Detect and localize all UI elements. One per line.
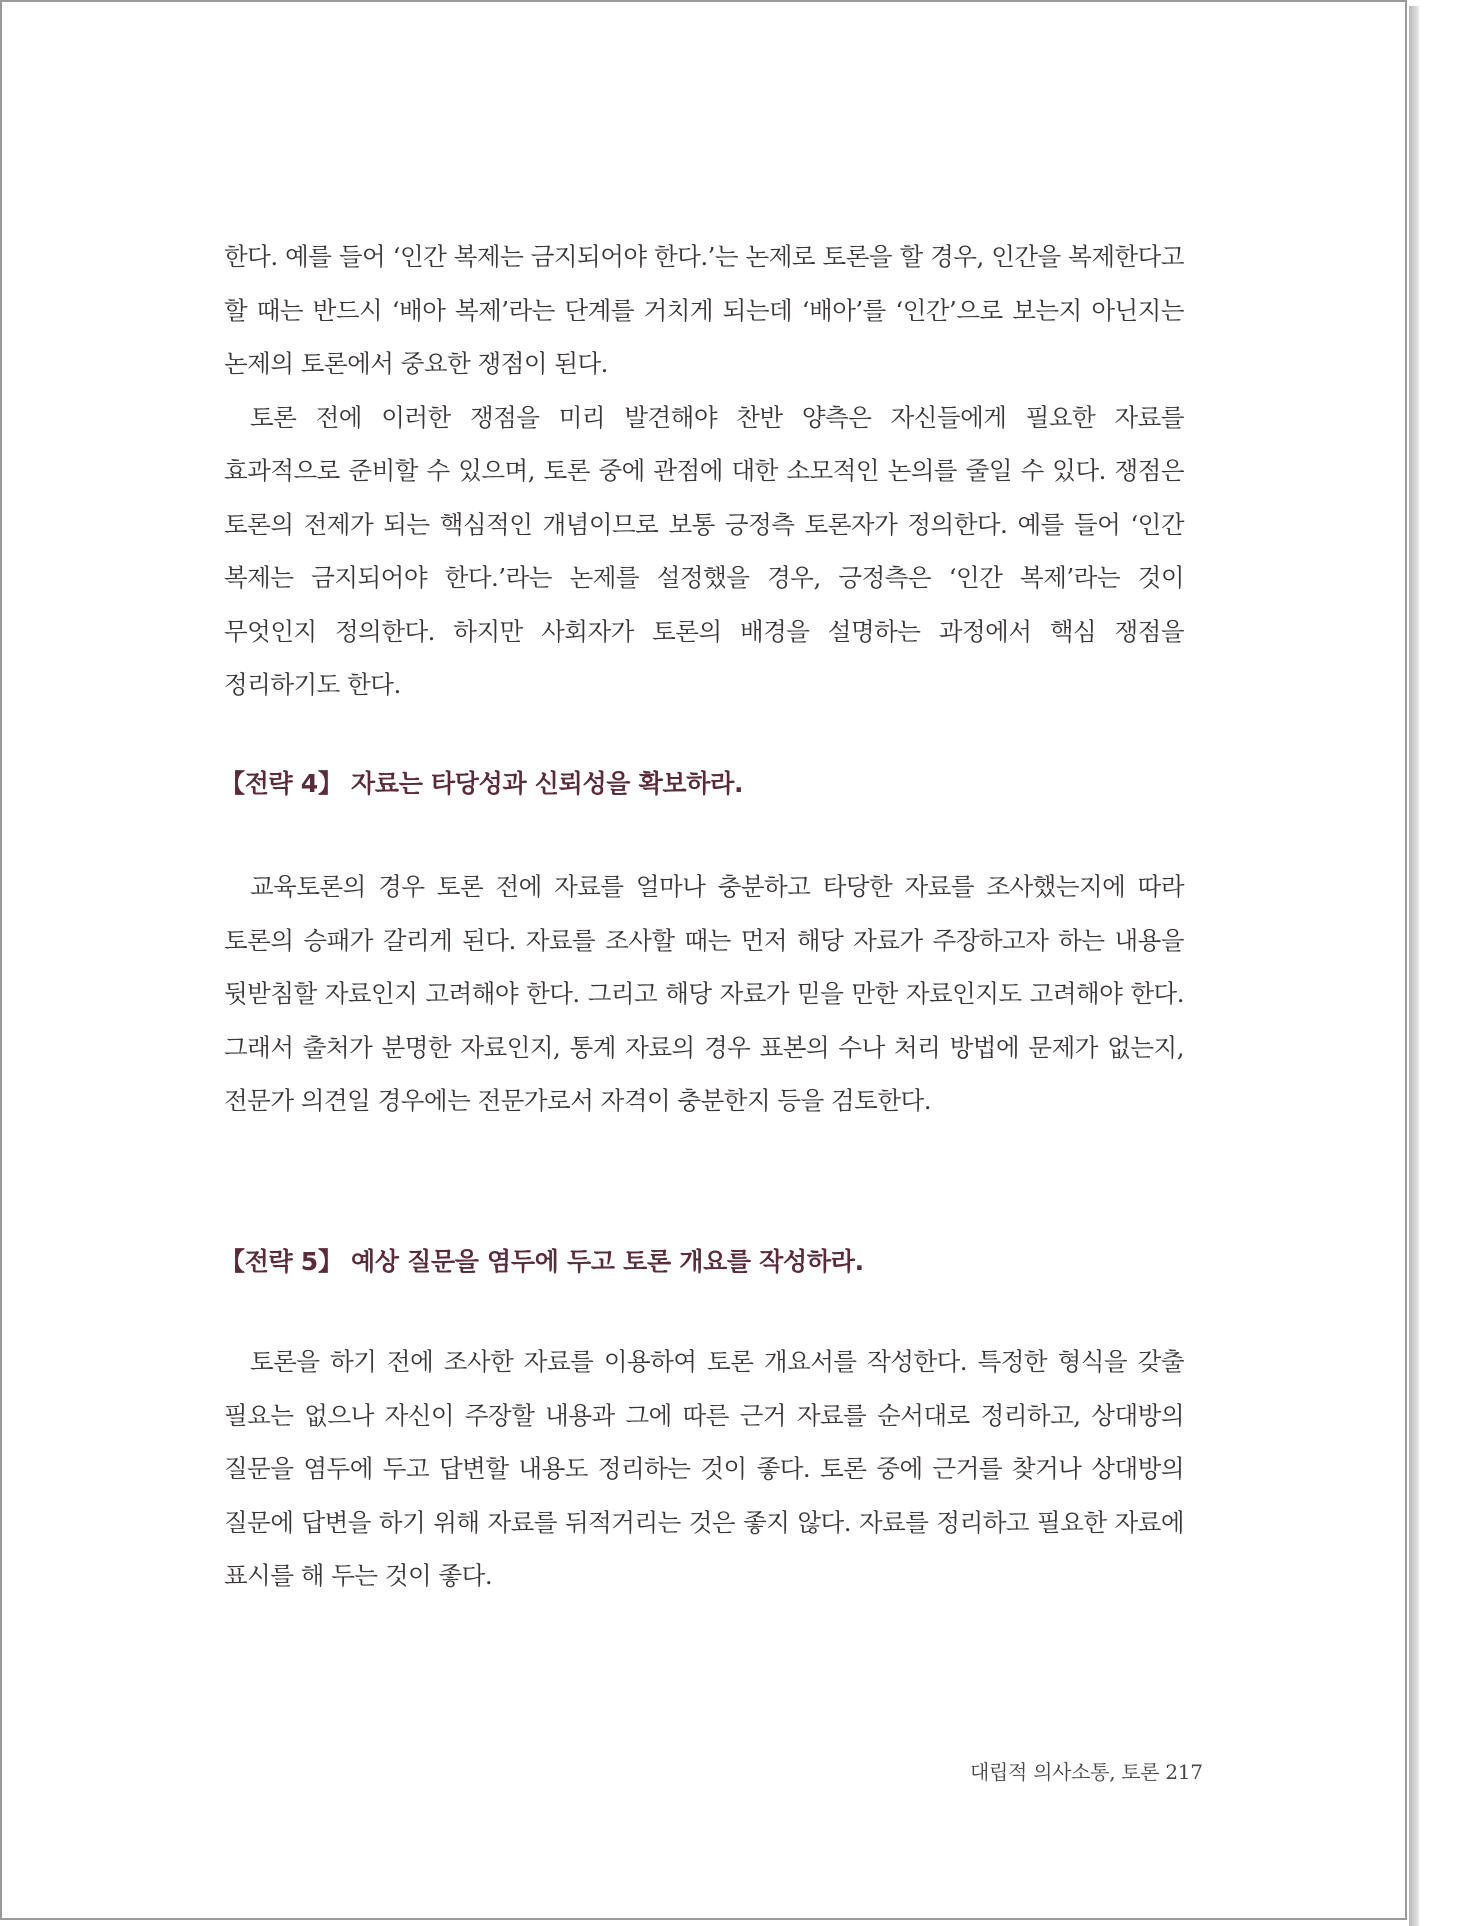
page-number: 217: [1165, 1760, 1203, 1784]
page-edge-shadow: [1409, 6, 1419, 1926]
strategy-4-body: [224, 860, 1184, 1128]
paragraph-data-validity: 교육토론의 경우 토론 전에 자료를 얼마나 충분하고 타당한 자료를 조사했는지에 따라 토론의 승패가 갈리게 된다. 자료를 조사할 때는 먼저 해당 자료가 주장하고자 하는 내용을 뒷받침할 자료인지 고려해야 한다. 그리고 해당 자료가 믿을 만한 자료인지도 고려해야 한다. 그래서 출처가 분명한 자료인지, 통계 자료의 경우 표본의 수나 처리 방법에 문제가 없는지, 전문가 의견일 경우에는 전문가로서 자격이 충분한지 등을 검토한다.: [224, 872, 1184, 1115]
page-footer: [970, 1756, 1203, 1785]
intro-paragraphs: [224, 230, 1184, 712]
paragraph-issue-discovery: 토론 전에 이러한 쟁점을 미리 발견해야 찬반 양측은 자신들에게 필요한 자료를 효과적으로 준비할 수 있으며, 토론 중에 관점에 대한 소모적인 논의를 줄일 수 있다. 쟁점은 토론의 전제가 되는 핵심적인 개념이므로 보통 긍정측 토론자가 정의한다. 예를 들어 ‘인간 복제는 금지되어야 한다.’라는 논제를 설정했을 경우, 긍정측은 ‘인간 복제’라는 것이 무엇인지 정의한다. 하지만 사회자가 토론의 배경을 설명하는 과정에서 핵심 쟁점을 정리하기도 한다.: [224, 402, 1184, 699]
heading-strategy-5: 【전략 5】 예상 질문을 염두에 두고 토론 개요를 작성하라.: [220, 1247, 864, 1276]
running-title: 대립적 의사소통, 토론: [970, 1760, 1160, 1784]
paragraph-debate-outline: 토론을 하기 전에 조사한 자료를 이용하여 토론 개요서를 작성한다. 특정한 형식을 갖출 필요는 없으나 자신이 주장할 내용과 그에 따른 근거 자료를 순서대로 정리하고, 상대방의 질문을 염두에 두고 답변할 내용도 정리하는 것이 좋다. 토론 중에 근거를 찾거나 상대방의 질문에 답변을 하기 위해 자료를 뒤적거리는 것은 좋지 않다. 자료를 정리하고 필요한 자료에 표시를 해 두는 것이 좋다.: [224, 1347, 1184, 1590]
paragraph-issue-example: 한다. 예를 들어 ‘인간 복제는 금지되어야 한다.’는 논제로 토론을 할 경우, 인간을 복제한다고 할 때는 반드시 ‘배아 복제’라는 단계를 거치게 되는데 ‘배아’를 ‘인간’으로 보는지 아닌지는 논제의 토론에서 중요한 쟁점이 된다.: [224, 242, 1184, 378]
strategy-5-body: [224, 1335, 1184, 1603]
heading-strategy-4: 【전략 4】 자료는 타당성과 신뢰성을 확보하라.: [220, 769, 744, 798]
